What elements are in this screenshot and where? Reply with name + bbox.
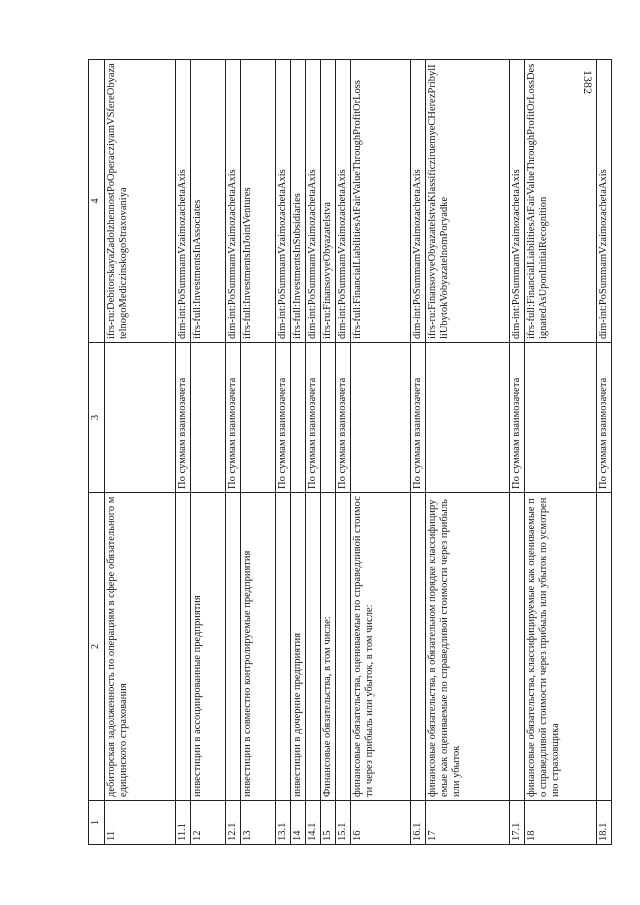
table-row	[351, 60, 411, 845]
row-number-cell: 13.1	[276, 801, 291, 845]
table-row	[105, 60, 176, 845]
taxonomy-code-cell: ifrs-full:FinancialLiabilitiesAtFairValueThroughProfitOrLossDesignatedAsUponInitialRecognition	[525, 60, 597, 343]
method-cell	[241, 343, 276, 493]
row-number-cell: 17	[426, 801, 510, 845]
taxonomy-code-cell: dim-int:PoSummamVzaimozachetaAxis	[306, 60, 321, 343]
row-number-cell: 14.1	[306, 801, 321, 845]
row-number-cell: 14	[291, 801, 306, 845]
taxonomy-code-cell: dim-int:PoSummamVzaimozachetaAxis	[597, 60, 612, 343]
method-cell: По суммам взаимозачета	[336, 343, 351, 493]
row-number-cell: 12	[191, 801, 226, 845]
method-cell: По суммам взаимозачета	[597, 343, 612, 493]
method-cell	[191, 343, 226, 493]
page-number: 1382	[581, 70, 595, 94]
row-number-cell: 18	[525, 801, 597, 845]
method-cell	[351, 343, 411, 493]
method-cell	[525, 343, 597, 493]
method-cell	[105, 343, 176, 493]
row-number-cell: 16	[351, 801, 411, 845]
item-name-cell	[176, 493, 191, 801]
table-header-row	[89, 60, 105, 845]
taxonomy-code-cell: ifrs-full:FinancialLiabilitiesAtFairValueThroughProfitOrLoss	[351, 60, 411, 343]
row-number-cell: 11.1	[176, 801, 191, 845]
item-name-cell: дебиторская задолженность по операциям в сфере обязательного медицинского страхования	[105, 493, 176, 801]
taxonomy-code-cell: dim-int:PoSummamVzaimozachetaAxis	[510, 60, 525, 343]
method-cell: По суммам взаимозачета	[276, 343, 291, 493]
method-cell	[321, 343, 336, 493]
item-name-cell	[276, 493, 291, 801]
table-row	[241, 60, 276, 845]
taxonomy-code-cell: ifrs-ru:DebitorskayaZadolzhennostPoOperacziyamVSfereObyazatelnogoMediczinskogoStraxovaniya	[105, 60, 176, 343]
method-cell: По суммам взаимозачета	[510, 343, 525, 493]
table-row	[226, 60, 241, 845]
row-number-cell: 15.1	[336, 801, 351, 845]
row-number-cell: 11	[105, 801, 176, 845]
table-row	[191, 60, 226, 845]
item-name-cell: инвестиции в дочерние предприятия	[291, 493, 306, 801]
item-name-cell: инвестиции в совместно контролируемые предприятия	[241, 493, 276, 801]
table-row	[176, 60, 191, 845]
table-row	[321, 60, 336, 845]
method-cell	[291, 343, 306, 493]
data-table	[88, 59, 612, 845]
item-name-cell: Финансовые обязательства, в том числе:	[321, 493, 336, 801]
item-name-cell	[336, 493, 351, 801]
table-row	[336, 60, 351, 845]
table-row	[510, 60, 525, 845]
taxonomy-code-cell: ifrs-ru:FinansovyeObyazatelstva	[321, 60, 336, 343]
taxonomy-code-cell: dim-int:PoSummamVzaimozachetaAxis	[176, 60, 191, 343]
column-header: 1	[89, 801, 105, 845]
item-name-cell	[411, 493, 426, 801]
table-row	[276, 60, 291, 845]
method-cell: По суммам взаимозачета	[176, 343, 191, 493]
table-row	[426, 60, 510, 845]
item-name-cell	[306, 493, 321, 801]
taxonomy-code-cell: ifrs-full:InvestmentsInJointVentures	[241, 60, 276, 343]
taxonomy-code-cell: ifrs-full:InvestmentsInSubsidiaries	[291, 60, 306, 343]
table-row	[291, 60, 306, 845]
taxonomy-code-cell: dim-int:PoSummamVzaimozachetaAxis	[336, 60, 351, 343]
column-header: 3	[89, 343, 105, 493]
table-row	[411, 60, 426, 845]
row-number-cell: 17.1	[510, 801, 525, 845]
table-row	[525, 60, 597, 845]
taxonomy-code-cell: dim-int:PoSummamVzaimozachetaAxis	[276, 60, 291, 343]
row-number-cell: 16.1	[411, 801, 426, 845]
table-row	[306, 60, 321, 845]
row-number-cell: 18.1	[597, 801, 612, 845]
item-name-cell	[510, 493, 525, 801]
method-cell: По суммам взаимозачета	[306, 343, 321, 493]
row-number-cell: 15	[321, 801, 336, 845]
method-cell: По суммам взаимозачета	[411, 343, 426, 493]
item-name-cell: инвестиции в ассоциированные предприятия	[191, 493, 226, 801]
taxonomy-code-cell: dim-int:PoSummamVzaimozachetaAxis	[226, 60, 241, 343]
method-cell	[426, 343, 510, 493]
item-name-cell: финансовые обязательства, оцениваемые по справедливой стоимости через прибыль или убыток, в том числе:	[351, 493, 411, 801]
row-number-cell: 12.1	[226, 801, 241, 845]
taxonomy-code-cell: dim-int:PoSummamVzaimozachetaAxis	[411, 60, 426, 343]
taxonomy-code-cell: ifrs-ru:FinansovyeObyazatelstvaKlassificziruemyeCHerezPribylIliUbytokVobyazatelnomPoryadke	[426, 60, 510, 343]
table-row	[597, 60, 612, 845]
row-number-cell: 13	[241, 801, 276, 845]
item-name-cell	[226, 493, 241, 801]
column-header: 4	[89, 60, 105, 343]
item-name-cell	[597, 493, 612, 801]
item-name-cell: финансовые обязательства, в обязательном порядке классифицируемые как оцениваемые по справедливой стоимости через прибыль или убыток	[426, 493, 510, 801]
item-name-cell: финансовые обязательства, классифицируемые как оцениваемые по справедливой стоимости через прибыль или убыток по усмотрению страховщика	[525, 493, 597, 801]
taxonomy-code-cell: ifrs-full:InvestmentsInAssociates	[191, 60, 226, 343]
method-cell: По суммам взаимозачета	[226, 343, 241, 493]
column-header: 2	[89, 493, 105, 801]
